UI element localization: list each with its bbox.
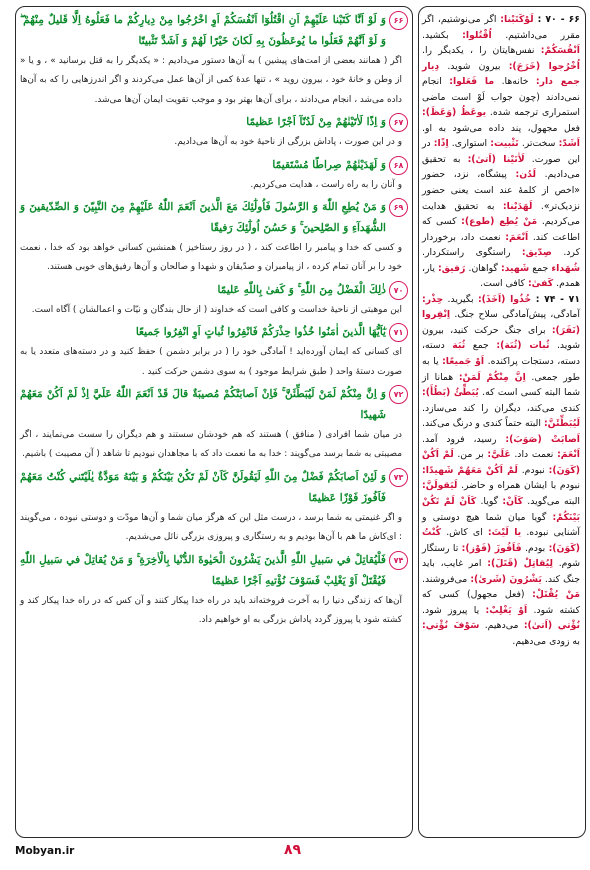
glossary-term: شَهيد: xyxy=(500,262,530,274)
glossary-definition: کافی است. xyxy=(480,278,528,290)
glossary-definition: (فعل مجهول) کسی که کشته شود. xyxy=(422,589,580,616)
glossary-term: اُخْرُجوا (خَرَجَ): xyxy=(508,60,580,72)
glossary-term: لَوْكَتَبْنا: xyxy=(500,14,534,25)
verse-arabic-text: فَلْيُقاتِلْ في سَبيلِ اللّٰهِ الَّذينَ يَشْرُونَ الْحَيٰوةَ الدُّنْيا بِالْاٰخِرَةِ ۚ وَ مَنْ يُقاتِلْ في سَبيلِ اللّٰهِ فَيُقْتَلْ اَوْ يَغْلِبْ فَسَوْفَ نُؤْتيهِ اَجْرًا عَظيمًا xyxy=(20,553,386,587)
glossary-definition: گویا میان شما هیچ دوستی و آشنایی نبوده. xyxy=(422,511,580,539)
glossary-term: كَفىٰ: xyxy=(527,278,554,290)
glossary-definition: بر من. xyxy=(453,449,488,461)
glossary-range: ۶۶ - ۷۰ : xyxy=(533,14,580,25)
glossary-term: ما فَعَلوا: xyxy=(449,76,495,88)
glossary-term: اَوْ جَميعًا: xyxy=(442,356,485,368)
verse-arabic-text: ذٰلِكَ الْفَضْلُ مِنَ اللّٰهِ ۚ وَ كَفىٰ بِاللّٰهِ عَليمًا xyxy=(217,283,386,296)
glossary-paragraph xyxy=(422,292,580,650)
glossary-definition: نعمت داد. xyxy=(510,449,558,461)
verse-arabic-text: وَ لَهَدَيْنٰهُمْ صِراطًا مُسْتَقيمًا xyxy=(272,158,386,171)
verse-number-badge: ۷۱ xyxy=(389,323,408,342)
glossary-definition: پیشگاه، نزد، حضور «اخص از کلمهٔ عند است یعنی حضور نزدیک‌تر». xyxy=(422,169,580,212)
glossary-definition: گویا. xyxy=(476,495,503,507)
verse-number-badge: ۷۴ xyxy=(389,551,408,570)
glossary-definition: می‌دهیم. xyxy=(479,620,524,632)
glossary-definition: به تحقیق می‌دادیم. xyxy=(422,153,580,181)
glossary-term: يَشْرُونَ (شَرىٰ): xyxy=(470,573,542,585)
verses-column xyxy=(20,10,408,633)
glossary-term: سَوْفَ نُؤْتي: xyxy=(422,620,480,632)
verse-translation: اگر ( همانند بعضی از امت‌های پیشین ) به آن‌ها دستور می‌دادیم : « یکدیگر را به قتل برسانید » ، و یا « از وطن و خانهٔ خود ، بیرون روید » ، تنها عدهٔ کمی از آن‌ها عمل می‌کردند و اگر اندرزهایی را که به آن‌ها داده می‌شد ، انجام می‌دادند ، برای آن‌ها بهتر بود و موجب تقویت ایمان آن‌ها می‌شد. xyxy=(20,56,402,105)
glossary-term: يا لَيْتَ: xyxy=(487,527,522,539)
verse-translation: و اگر غنیمتی به شما برسد ، درست مثل این که هرگز میان شما و آن‌ها مودّت و دوستی نبوده ، می‌گویند : ای‌کاش ما هم با آن‌ها بودیم و به رستگاری و پیروزی بزرگی نائل می‌شدیم. xyxy=(20,512,402,543)
glossary-definition: نبودم. xyxy=(517,464,549,476)
glossary-range: ۷۱ - ۷۴ : xyxy=(531,293,580,305)
verse-arabic xyxy=(20,112,408,133)
watermark: Mobyan.ir xyxy=(15,845,75,857)
glossary-definition: تا رستگار شوم. xyxy=(422,542,580,570)
glossary-term: كُنْتُ (كَوَنَ): xyxy=(422,527,580,554)
glossary-term: يوعَظُ (وَعَظَ): xyxy=(422,107,487,119)
verse-arabic xyxy=(20,280,408,301)
glossary-paragraph xyxy=(422,12,580,292)
glossary-definition: همانا از شما البته کسی است که. xyxy=(422,371,580,399)
verse-arabic-text: وَ اِذًا لَاٰتَيْنٰهُمْ مِنْ لَدُنّآ اَجْرًا عَظيمًا xyxy=(246,116,386,129)
glossary-definition: برای جنگ حرکت کنید، بیرون شوید. xyxy=(422,324,580,352)
glossary-definition: نفس‌هایتان را ، یکدیگر را. xyxy=(422,45,541,57)
glossary-term: مَنْ يُقْتَلْ: xyxy=(532,589,580,601)
glossary-term: لَمْ اَكُنْ (كَوَنَ): xyxy=(422,449,581,476)
verse-translation: و در این صورت ، پاداش بزرگی از ناحیهٔ خود به آن‌ها می‌دادیم. xyxy=(174,137,402,148)
glossary-definition: نعمت داد، برخوردار کرد. xyxy=(422,231,580,259)
glossary-definition: کندی می‌کند، دیگران را کند می‌سازد. xyxy=(422,402,580,414)
glossary-definition: سخت‌تر. xyxy=(518,138,559,150)
verse-arabic-text: وَ مَنْ يُطِعِ اللّٰهَ وَ الرَّسُولَ فَاُولٰٓئِكَ مَعَ الَّذينَ اَنْعَمَ اللّٰهُ عَلَيْهِمْ مِنَ النَّبِيّنَ وَ الصِّدّيقينَ وَ الشُّهَدآءِ وَ الصّٰلِحينَ ۚ وَ حَسُنَ اُولٰٓئِكَ رَفيقًا xyxy=(20,201,386,235)
glossary-term: دِيار جمع دار: xyxy=(422,60,580,88)
glossary-term: صِدّيق: xyxy=(521,247,552,259)
glossary-term: رَفيق: xyxy=(438,262,466,274)
glossary-term: تَثْبيت: xyxy=(490,138,519,150)
verse-translation: در میان شما افرادی ( منافق ) هستند که هم خودشان سستند و هم دیگران را سست می‌نمایند ، اگر مصیبتی به شما برسد می‌گویند : خدا به ما نعمت داد که با مجاهدان نبودیم تا شاهد ( آن مصیبت ) باشیم. xyxy=(20,430,402,460)
verse-arabic-text: وَ لَئِنْ اَصابَكُمْ فَضْلٌ مِنَ اللّٰهِ لَيَقُولَنَّ كَاَنْ لَمْ تَكُنْ بَيْنَكُمْ وَ بَيْنَهُ مَوَدَّةٌ يٰلَيْتَني كُنْتُ مَعَهُمْ فَاَفُوزَ فَوْزًا عَظيمًا xyxy=(20,470,386,504)
verse-translation: آن‌ها که زندگی دنیا را به آخرت فروخته‌اند باید در راه خدا پیکار کنند و آن کس که در راه خدا پیکار کند و کشته شود یا پیروز گردد پاداش بزرگی به او خواهیم داد. xyxy=(20,595,402,626)
glossary-term: لَدُن: xyxy=(515,169,536,181)
glossary-definition: رسید، فرود آمد. xyxy=(422,433,506,445)
glossary-term: اَصابَتْ (صَوَبَ): xyxy=(505,433,580,445)
glossary-definition: یار، همدم. xyxy=(422,262,580,290)
glossary-term: كَاَنْ لَمْ تَكُنْ بَيْنَكُمْ: xyxy=(422,495,580,523)
verse-number-badge: ۷۲ xyxy=(389,385,408,404)
glossary-definition: در این صورت. xyxy=(422,138,580,165)
glossary-term: لَمْ اَكُنْ مَعَهُمْ شَهيدًا: xyxy=(422,464,518,476)
glossary-term: ثُبات (ثُبَة): xyxy=(496,340,550,352)
glossary-definition: گواهان. xyxy=(465,262,501,274)
glossary-definition: به تحقیق هدایت می‌کردیم. xyxy=(422,200,580,228)
verse-arabic xyxy=(20,467,408,509)
glossary-column xyxy=(422,12,580,649)
glossary-term: لَيَقولَنَّ: xyxy=(422,480,458,492)
glossary-term: اَشَدّ: xyxy=(558,138,580,150)
glossary-definition: فعل مجهول، پند داده می‌شود به او. xyxy=(422,122,580,134)
verse-arabic xyxy=(20,155,408,176)
verse-arabic-text: يٰٓاَيُّهَا الَّذينَ اٰمَنُوا خُذُوا حِذْرَكُمْ فَانْفِرُوا ثُباتٍ اَوِ انْفِرُوا جَميعًا xyxy=(135,326,386,339)
glossary-definition: بیرون شوید. xyxy=(439,60,509,72)
glossary-term: اَنْعَمَ: xyxy=(557,449,580,461)
glossary-term: اَنْعَمَ: xyxy=(505,231,529,243)
glossary-definition: اگر می‌نوشتیم، اگر مقرر می‌داشتیم. xyxy=(422,14,580,41)
verse-arabic xyxy=(20,550,408,592)
verse-arabic xyxy=(20,384,408,426)
verse-arabic xyxy=(20,197,408,239)
verse-translation: و آنان را به راه راست ، هدایت می‌کردیم. xyxy=(250,179,402,190)
verse-number-badge: ۷۰ xyxy=(389,281,408,300)
verse-translation: این موهبتی از ناحیهٔ خداست و کافی است که خداوند ( از حال بندگان و نیّات و اعمالشان ) آگاه است. xyxy=(31,304,402,315)
verse-arabic xyxy=(20,322,408,343)
glossary-term: يُبَطِّئُ (بَطُأَ): xyxy=(422,387,479,399)
glossary-definition: می‌فروشند. xyxy=(422,573,471,585)
glossary-definition: امر غایب، باید جنگ کند. xyxy=(422,558,580,585)
glossary-definition: دسته، دسته، دستجات پراکنده. xyxy=(422,340,580,368)
glossary-definition: یا به طور جمعی. xyxy=(422,356,580,383)
glossary-term: نُؤْتي (اَتىٰ): xyxy=(523,620,580,632)
verse-number-badge: ۷۳ xyxy=(389,468,408,487)
glossary-term: حِذْر: xyxy=(422,293,444,305)
glossary-definition: آمادگی، پیش‌آمادگی سلاح جنگ. xyxy=(450,309,580,321)
verse-arabic-text: وَ لَوْ اَنَّا كَتَبْنا عَلَيْهِمْ اَنِ اقْتُلُوٓا اَنْفُسَكُمْ اَوِ اخْرُجُوا مِنْ دِيارِكُمْ ما فَعَلُوهُ اِلَّا قَليلٌ مِنْهُمْ ۖ وَ لَوْ اَنَّهُمْ فَعَلُوا ما يُوعَظُونَ بِهِ لَكانَ خَيْرًا لَهُمْ وَ اَشَدَّ تَثْبيتًا xyxy=(20,14,386,47)
glossary-definition: خانه‌ها. xyxy=(494,76,536,88)
verse-translation: و کسی که خدا و پیامبر را اطاعت کند ، ( در روز رستاخیز ) همنشین کسانی خواهد بود که خدا ، نعمت خود را بر آنان تمام کرده ، از پیامبران و صدّیقان و شهدا و صالحان و آن‌ها رفیق‌های خوبی هستند. xyxy=(20,243,402,273)
glossary-term: اُقْتُلوا: xyxy=(462,29,492,41)
glossary-definition: ای کاش. xyxy=(441,527,488,539)
verse-arabic xyxy=(20,10,408,52)
glossary-term: لَيُبَطِّئَنَّ: xyxy=(543,418,580,430)
verse-number-badge: ۶۷ xyxy=(389,113,408,132)
glossary-term: ثُبَة xyxy=(452,340,466,352)
glossary-term: اَنْفُسَكُمْ: xyxy=(540,45,580,57)
glossary-definition: کسی که اطاعت کند. xyxy=(422,216,580,243)
glossary-term: اِذًا: xyxy=(433,138,449,150)
glossary-definition: البته می‌گوید. xyxy=(522,495,580,507)
verse-number-badge: ۶۹ xyxy=(389,198,408,217)
glossary-definition: بکشید. xyxy=(422,29,463,41)
glossary-term: عَلَيَّ: xyxy=(487,449,511,461)
glossary-definition: یا پیروز شود. xyxy=(422,604,486,616)
glossary-definition: بودم. xyxy=(521,542,549,554)
verse-number-badge: ۶۶ xyxy=(389,11,408,30)
glossary-definition: انجام نمی‌دادند (چون جواب لَوْ است ماضی استمراری ترجمه شده. xyxy=(422,76,581,119)
glossary-definition: جمع xyxy=(529,262,552,274)
glossary-definition: استواری. xyxy=(448,138,491,150)
glossary-term: اِنْفِروا (نَفَرَ): xyxy=(422,309,580,336)
glossary-term: لَهَدَيْنا: xyxy=(502,200,533,212)
verse-arabic-text: وَ اِنَّ مِنْكُمْ لَمَنْ لَيُبَطِّئَنَّ ۚ فَاِنْ اَصابَتْكُمْ مُصيبَةٌ قالَ قَدْ اَنْعَمَ اللّٰهُ عَلَيَّ اِذْ لَمْ اَكُنْ مَعَهُمْ شَهيدًا xyxy=(20,388,386,422)
glossary-term: مَنْ يُطِع (طوع): xyxy=(461,216,538,228)
glossary-term: لَاٰتَيْنا (اَتىٰ): xyxy=(467,153,525,165)
glossary-definition: بگیرید. xyxy=(443,293,478,305)
glossary-term: لِيُقاتِلْ (قَتَلَ): xyxy=(487,558,553,570)
glossary-definition: البته حتماً کندی و درنگ می‌کند. xyxy=(422,418,544,430)
glossary-term: اَوْ يَغْلِبْ: xyxy=(485,604,528,616)
glossary-definition: نبودم با ایشان همراه و حاضر. xyxy=(457,480,580,492)
glossary-definition: راستگوی راستکردار. xyxy=(422,247,522,259)
glossary-term: شُهَداء xyxy=(551,262,580,274)
verse-number-badge: ۶۸ xyxy=(389,156,408,175)
page-number: ۸۹ xyxy=(284,842,302,858)
glossary-term: خُذُوا (اَخَذَ): xyxy=(477,293,532,305)
glossary-definition: به زودی می‌دهیم. xyxy=(512,635,580,647)
glossary-term: اِنَّ مِنْكُمْ لَمَنْ: xyxy=(458,371,526,383)
verse-translation: ای کسانی که ایمان آورده‌اید ! آمادگی خود را ( در برابر دشمن ) حفظ کنید و در دسته‌های متعدد یا به صورت دستهٔ واحد ( طبق شرایط موجود ) به سوی دشمن حرکت کنید . xyxy=(20,347,402,377)
glossary-term: كَاَنْ: xyxy=(502,495,523,507)
glossary-definition: جمع xyxy=(465,340,497,352)
glossary-term: فَاَفُوزَ (فَوْز): xyxy=(461,542,522,554)
